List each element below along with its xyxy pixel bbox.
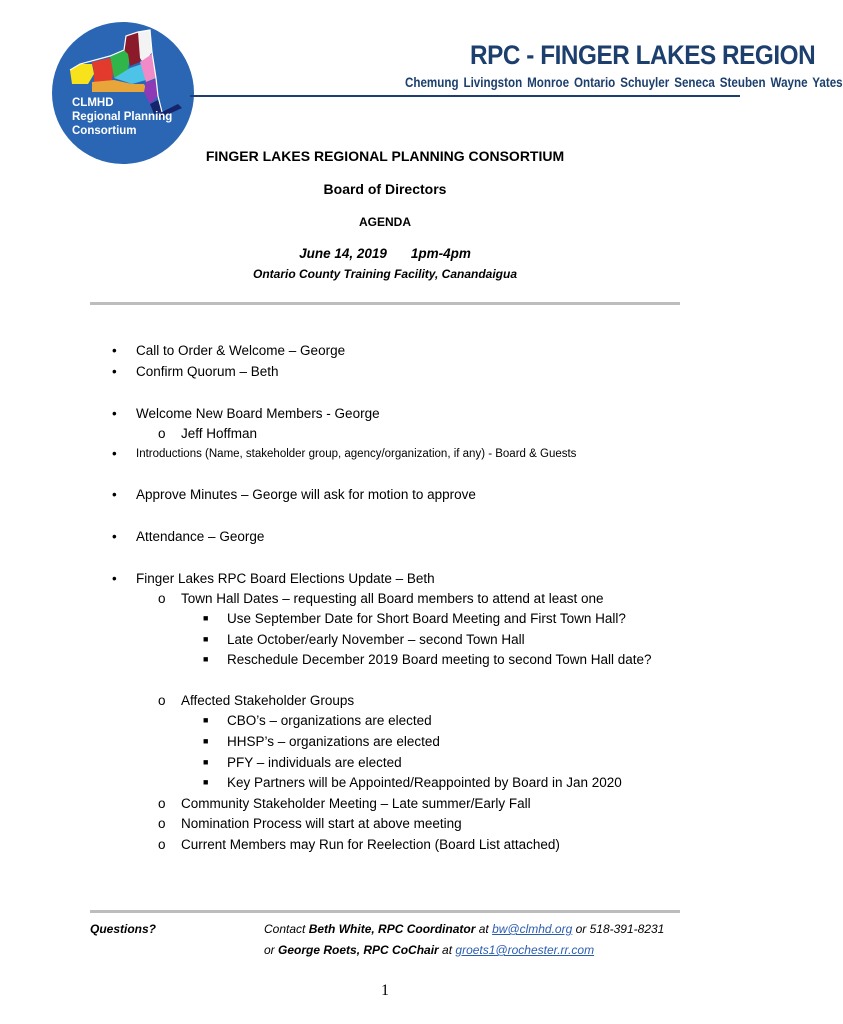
questions-label: Questions? — [90, 922, 157, 936]
item-call-to-order: Call to Order & Welcome – George — [136, 343, 346, 358]
circle-bullet-icon: o — [158, 693, 166, 708]
square-bullet-icon: ■ — [203, 715, 209, 725]
footer-divider — [90, 910, 680, 913]
item-af-3: PFY – individuals are elected — [227, 755, 402, 770]
ny-state-map-icon — [52, 22, 194, 164]
item-affected: Affected Stakeholder Groups — [181, 693, 355, 708]
circle-bullet-icon: o — [158, 796, 166, 811]
contact-name-1: Beth White, RPC Coordinator — [308, 922, 476, 936]
item-town-hall: Town Hall Dates – requesting all Board members to attend at least one — [181, 591, 604, 606]
circle-bullet-icon: o — [158, 816, 166, 831]
contact-prefix: Contact — [264, 922, 309, 936]
bullet-icon: • — [112, 343, 117, 358]
header-counties: Chemung Livingston Monroe Ontario Schuyler Seneca Steuben Wayne Yates — [405, 75, 843, 90]
item-af-4: Key Partners will be Appointed/Reappointed by Board in Jan 2020 — [227, 775, 622, 790]
bullet-icon: • — [112, 446, 117, 461]
header-title: RPC - FINGER LAKES REGION — [470, 40, 816, 70]
logo-line-3: Consortium — [72, 125, 137, 137]
circle-bullet-icon: o — [158, 426, 166, 441]
item-introductions: Introductions (Name, stakeholder group, agency/organization, if any) - Board & Guests — [136, 448, 577, 460]
item-community: Community Stakeholder Meeting – Late summer/Early Fall — [181, 796, 531, 811]
email-link-2[interactable]: groets1@rochester.rr.com — [455, 943, 595, 957]
document-subtitle: Board of Directors — [323, 181, 447, 197]
email-link-1[interactable]: bw@clmhd.org — [492, 922, 573, 936]
square-bullet-icon: ■ — [203, 634, 209, 644]
item-th-2: Late October/early November – second Town Hall — [227, 632, 525, 647]
header-divider — [190, 95, 740, 97]
clmhd-logo — [52, 22, 194, 164]
bullet-icon: • — [112, 571, 117, 586]
square-bullet-icon: ■ — [203, 736, 209, 746]
title-divider — [90, 302, 680, 305]
square-bullet-icon: ■ — [203, 757, 209, 767]
bullet-icon: • — [112, 406, 117, 421]
meeting-datetime — [0, 246, 770, 261]
contact-line-2 — [264, 943, 594, 957]
square-bullet-icon: ■ — [203, 613, 209, 623]
item-af-1: CBO’s – organizations are elected — [227, 713, 432, 728]
document-title: FINGER LAKES REGIONAL PLANNING CONSORTIUM — [205, 148, 565, 164]
contact-at-2: at — [438, 943, 456, 957]
item-nomination: Nomination Process will start at above meeting — [181, 816, 462, 831]
meeting-time: 1pm-4pm — [410, 246, 471, 261]
logo-line-1: CLMHD — [72, 97, 114, 109]
item-quorum: Confirm Quorum – Beth — [136, 364, 279, 379]
square-bullet-icon: ■ — [203, 777, 209, 787]
contact-name-2: George Roets, RPC CoChair — [278, 943, 439, 957]
item-welcome-new: Welcome New Board Members - George — [136, 406, 380, 421]
meeting-date: June 14, 2019 — [299, 246, 387, 261]
item-elections: Finger Lakes RPC Board Elections Update – Beth — [136, 571, 435, 586]
meeting-location: Ontario County Training Facility, Canandaigua — [252, 267, 518, 281]
item-attendance: Attendance – George — [136, 529, 265, 544]
contact-or: or — [264, 943, 279, 957]
agenda-label: AGENDA — [358, 215, 411, 229]
contact-line-1 — [264, 922, 664, 936]
contact-at-1: at — [475, 922, 493, 936]
square-bullet-icon: ■ — [203, 654, 209, 664]
contact-phone: or 518-391-8231 — [572, 922, 665, 936]
item-th-3: Reschedule December 2019 Board meeting to second Town Hall date? — [227, 652, 652, 667]
item-th-1: Use September Date for Short Board Meeting and First Town Hall? — [227, 611, 626, 626]
item-current: Current Members may Run for Reelection (Board List attached) — [181, 837, 560, 852]
item-af-2: HHSP’s – organizations are elected — [227, 734, 440, 749]
circle-bullet-icon: o — [158, 837, 166, 852]
bullet-icon: • — [112, 487, 117, 502]
circle-bullet-icon: o — [158, 591, 166, 606]
bullet-icon: • — [112, 529, 117, 544]
page-number: 1 — [381, 982, 389, 999]
bullet-icon: • — [112, 364, 117, 379]
item-minutes: Approve Minutes – George will ask for motion to approve — [136, 487, 476, 502]
logo-line-2: Regional Planning — [72, 111, 173, 123]
item-jeff: Jeff Hoffman — [181, 426, 258, 441]
